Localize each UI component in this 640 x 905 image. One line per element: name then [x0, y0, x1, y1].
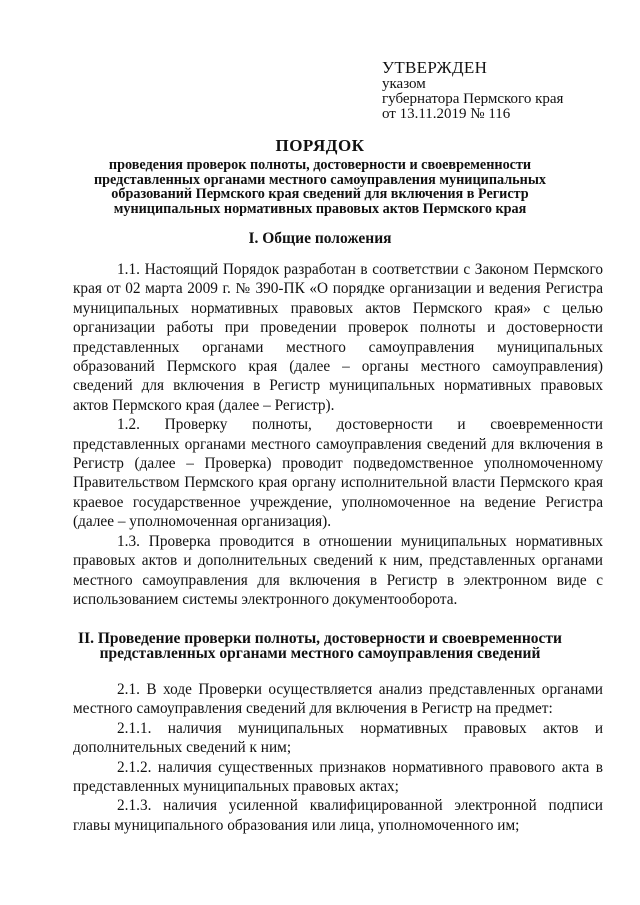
section-2-heading: II. Проведение проверки полноты, достоверности и своевременности представленных органами местного самоуправления сведений: [78, 630, 562, 662]
approval-title: УТВЕРЖДЕН: [382, 58, 488, 77]
section-1-heading: I. Общие положения: [248, 230, 392, 247]
section-1-body: [73, 260, 603, 609]
paragraph-2-1-1: 2.1.1. наличия муниципальных нормативных правовых актов и дополнительных сведений к ним;: [73, 719, 603, 757]
paragraph-2-1-2: 2.1.2. наличия существенных признаков нормативного правового акта в представленных муниципальных правовых актах;: [73, 758, 603, 796]
approval-line-decree: указом: [382, 76, 426, 92]
paragraph-1-3: 1.3. Проверка проводится в отношении муниципальных нормативных правовых актов и дополнительных сведений к ним, представленных органами местного самоуправления для включения в Регистр в электронном виде с использованием системы электронного документооборота.: [73, 532, 603, 608]
approval-stamp: [382, 58, 563, 122]
document-title: ПОРЯДОК: [275, 136, 365, 155]
approval-line-date: от 13.11.2019 № 116: [382, 106, 511, 122]
section-2-body: [73, 680, 603, 835]
paragraph-1-2: 1.2. Проверку полноты, достоверности и своевременности представленных органами местного самоуправления сведений для включения в Регистр (далее – Проверка) проводит подведомственное уполномоченному Правительством Пермского края органу исполнительной власти Пермского края краевое государственное учреждение, уполномоченное на ведение Регистра (далее – уполномоченная организация).: [73, 416, 603, 531]
document-subtitle: проведения проверок полноты, достоверности и своевременности представленных органами местного самоуправления муниципальных образований Пермского края сведений для включения в Регистр муниципальных нормативных правовых актов Пермского края: [93, 157, 547, 217]
approval-line-governor: губернатора Пермского края: [382, 91, 564, 107]
paragraph-1-1: 1.1. Настоящий Порядок разработан в соответствии с Законом Пермского края от 02 марта 2009 г. № 390-ПК «О порядке организации и ведения Регистра муниципальных нормативных правовых актов Пермского края» с целью организации работы при проведении проверок полноты и достоверности представленных органами местного самоуправления муниципальных образований Пермского края (далее – органы местного самоуправления) сведений для включения в Регистр муниципальных нормативных правовых актов Пермского края (далее – Регистр).: [73, 261, 603, 414]
paragraph-2-1: 2.1. В ходе Проверки осуществляется анализ представленных органами местного самоуправления сведений для включения в Регистр на предмет:: [73, 681, 603, 718]
paragraph-2-1-3: 2.1.3. наличия усиленной квалифицированной электронной подписи главы муниципального образования или лица, уполномоченного им;: [73, 797, 603, 834]
